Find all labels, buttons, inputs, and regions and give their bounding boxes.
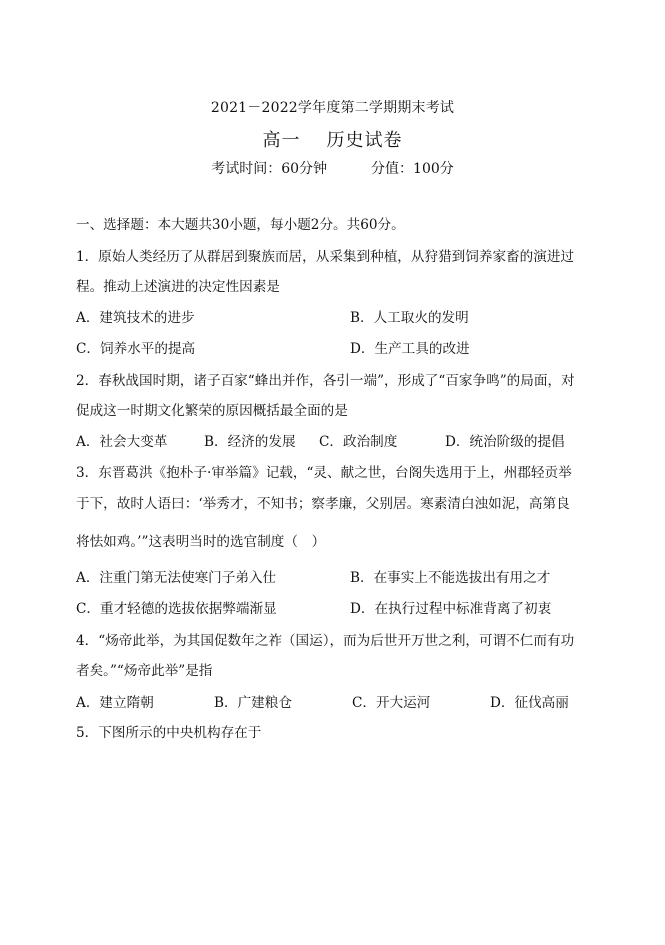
question-3-option-d: D．在执行过程中标准背离了初衷 <box>350 601 552 617</box>
section-instruction: 一、选择题：本大题共30小题，每小题2分。共60分。 <box>76 217 405 233</box>
question-2-line-2: 促成这一时期文化繁荣的原因概括最全面的是 <box>76 403 348 419</box>
question-1-line-2: 程。推动上述演进的决定性因素是 <box>76 279 280 295</box>
question-4-line-2: 者矣。”“炀帝此举”是指 <box>76 663 213 679</box>
question-1-option-d: D．生产工具的改进 <box>350 341 470 357</box>
question-4-option-c: C．开大运河 <box>352 695 431 711</box>
exam-title: 2021－2022学年度第二学期期末考试 <box>210 100 455 116</box>
question-1-option-b: B．人工取火的发明 <box>350 310 469 326</box>
question-3-option-a: A．注重门第无法使寒门子弟入仕 <box>76 570 277 586</box>
question-4-line-1: 4．“炀帝此举，为其国促数年之祚（国运），而为后世开万世之利，可谓不仁而有功 <box>76 633 575 649</box>
exam-info <box>0 158 665 178</box>
paper-title <box>0 126 665 152</box>
question-2-option-c: C．政治制度 <box>319 434 398 450</box>
exam-score: 分值：100分 <box>371 161 454 177</box>
question-2-option-b: B．经济的发展 <box>204 434 296 450</box>
question-4-option-a: A．建立隋朝 <box>76 695 154 711</box>
question-3-line-1: 3．东晋葛洪《抱朴子·审举篇》记载，“灵、献之世，台阁失选用于上，州郡轻贡举 <box>76 465 572 481</box>
question-5-line-1: 5．下图所示的中央机构存在于 <box>76 725 262 741</box>
question-4-option-b: B．广建粮仓 <box>214 695 292 711</box>
question-3-option-b: B．在事实上不能选拔出有用之才 <box>350 570 551 586</box>
grade-label: 高一 <box>262 130 301 151</box>
question-2-option-d: D．统治阶级的提倡 <box>445 434 565 450</box>
question-1-option-a: A．建筑技术的进步 <box>76 310 195 326</box>
question-1-option-c: C．饲养水平的提高 <box>76 341 196 357</box>
question-4-option-d: D．征伐高丽 <box>490 695 569 711</box>
subject-label: 历史试卷 <box>326 130 403 151</box>
question-1-line-1: 1．原始人类经历了从群居到聚族而居，从采集到种植，从狩猎到饲养家畜的演进过 <box>76 249 575 265</box>
question-3-line-3: 将怯如鸡。’”这表明当时的选官制度（ ） <box>76 534 326 550</box>
question-2-option-a: A．社会大变革 <box>76 434 168 450</box>
question-3-option-c: C．重才轻德的选拔依据弊端渐显 <box>76 601 277 617</box>
question-3-line-2: 于下，故时人语曰：‘举秀才，不知书；察孝廉，父别居。寒素清白浊如泥，高第良 <box>76 496 570 512</box>
question-2-line-1: 2．春秋战国时期，诸子百家“蜂出并作，各引一端”，形成了“百家争鸣”的局面，对 <box>76 373 575 389</box>
exam-time: 考试时间：60分钟 <box>211 161 328 177</box>
